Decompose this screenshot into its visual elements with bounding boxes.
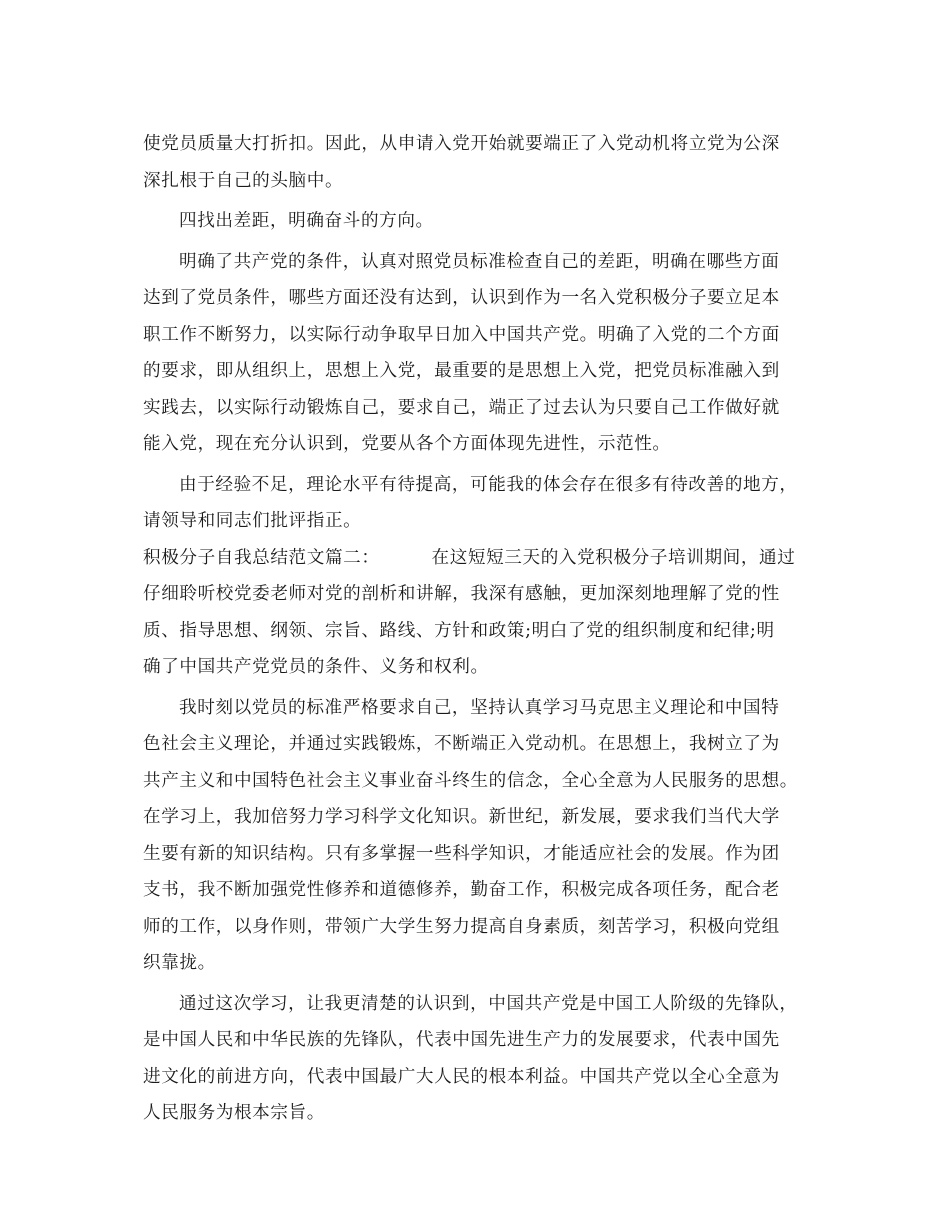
section-heading: 四找出差距，明确奋斗的方向。 [179,211,434,231]
paragraph-7 [143,986,813,1132]
text-line: 实践去，以实际行动锻炼自己，要求自己，端正了过去认为只要自己工作做好就 [143,397,780,418]
text-line: 色社会主义理论，并通过实践锻炼，不断端正入党动机。在思想上，我树立了为 [143,734,780,754]
heading-line [143,540,813,577]
text-line: 明确了共产党的条件，认真对照党员标准检查自己的差距，明确在哪些方面 [179,251,780,272]
text-line: 人民服务为根本宗旨。 [143,1103,325,1123]
text-line: 支书，我不断加强党性修养和道德修养，勤奋工作，积极完成各项任务，配合老 [143,880,780,900]
text-line: 使党员质量大打折扣。因此，从申请入党开始就要端正了入党动机将立党为公深 [143,134,780,154]
text-line: 进文化的前进方向，代表中国最广大人民的根本利益。中国共产党以全心全意为 [143,1066,780,1087]
paragraph-3 [143,244,813,463]
text-line: 达到了党员条件，哪些方面还没有达到，认识到作为一名入党积极分子要立足本 [143,288,780,308]
text-line: 职工作不断努力，以实际行动争取早日加入中国共产党。明确了入党的二个方面 [143,324,780,345]
text-line: 深扎根于自己的头脑中。 [143,170,344,191]
paragraph-4 [143,467,813,540]
text-line: 由于经验不足，理论水平有待提高，可能我的体会存在很多有待改善的地方， [179,474,798,495]
paragraph-5 [143,540,813,686]
text-line: 通过这次学习，让我更清楚的认识到，中国共产党是中国工人阶级的先锋队， [179,993,798,1014]
paragraph-2 [143,203,813,240]
article-heading: 积极分子自我总结范文篇二： [143,547,380,568]
text-line: 确了中国共产党党员的条件、义务和权利。 [143,657,489,677]
paragraph-6 [143,690,813,982]
text-line: 在这短短三天的入党积极分子培训期间，通过 [431,547,796,568]
text-line: 质、指导思想、纲领、宗旨、路线、方针和政策;明白了党的组织制度和纪律;明 [143,620,775,641]
text-line: 师的工作，以身作则，带领广大学生努力提高自身素质，刻苦学习，积极向党组 [143,916,780,937]
text-line: 共产主义和中国特色社会主义事业奋斗终生的信念，全心全意为人民服务的思想。 [143,770,798,791]
text-line: 我时刻以党员的标准严格要求自己，坚持认真学习马克思主义理论和中国特 [179,697,780,718]
text-line: 请领导和同志们批评指正。 [143,511,362,531]
text-line: 是中国人民和中华民族的先锋队，代表中国先进生产力的发展要求，代表中国先 [143,1030,780,1050]
text-line: 在学习上，我加倍努力学习科学文化知识。新世纪，新发展，要求我们当代大学 [143,807,780,827]
text-line: 的要求，即从组织上，思想上入党，最重要的是思想上入党，把党员标准融入到 [143,361,780,381]
text-line: 生要有新的知识结构。只有多掌握一些科学知识，才能适应社会的发展。作为团 [143,843,780,864]
paragraph-1 [143,126,813,199]
text-line: 织靠拢。 [143,953,216,973]
text-line: 能入党，现在充分认识到，党要从各个方面体现先进性，示范性。 [143,434,671,454]
document-body [143,126,813,1132]
text-line: 仔细聆听校党委老师对党的剖析和讲解，我深有感触，更加深刻地理解了党的性 [143,584,780,604]
